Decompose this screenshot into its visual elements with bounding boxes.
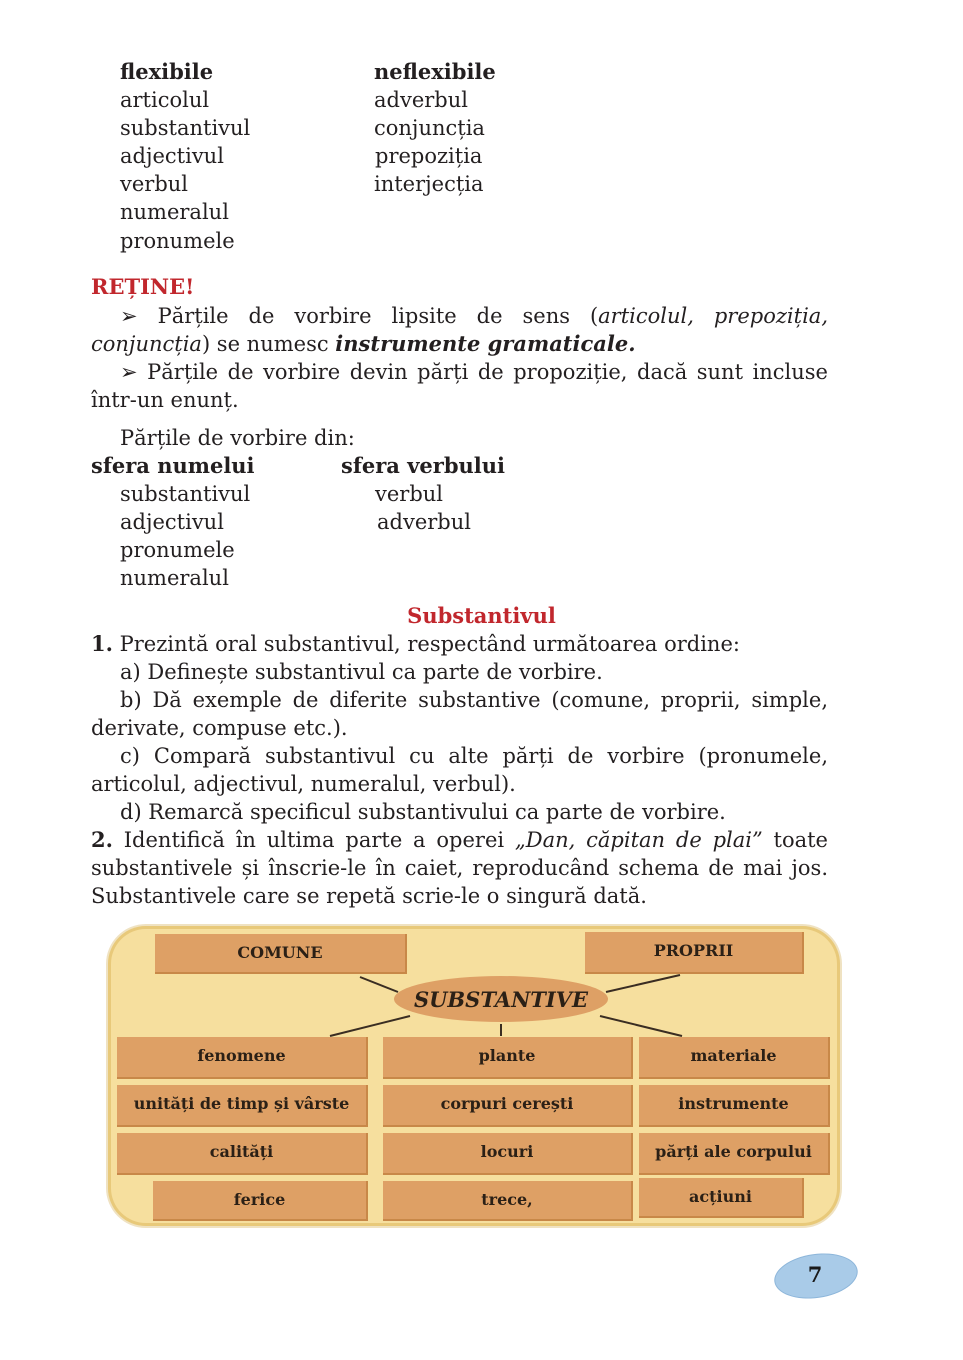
- list-item: articolul: [120, 88, 210, 112]
- exercise-1-c: c) Compară substantivul cu alte părți de vorbire (pronumele, articolul, adjectivul, numeralul, verbul).: [91, 744, 828, 796]
- category-box: locuri: [383, 1133, 633, 1175]
- bullet-icon: ➢: [120, 360, 138, 384]
- category-box: unități de timp și vârste: [117, 1085, 368, 1127]
- spheres-intro: Părțile de vorbire din:: [120, 426, 355, 450]
- list-item: verbul: [120, 172, 189, 196]
- verb-sphere-header: sfera verbului: [341, 453, 506, 478]
- page-number: 7: [807, 1262, 823, 1287]
- exercise-2: 2. Identifică în ultima parte a operei „Dan, căpitan de plai” toate substantivele și înscrie-le în caiet, reproducând schema de mai jos. Substantivele care se repetă scrie-le o singură dată.: [91, 827, 828, 908]
- proper-nouns-box: PROPRII: [585, 932, 804, 974]
- exercise-1-d: d) Remarcă specificul substantivului ca parte de vorbire.: [120, 800, 726, 824]
- list-item: prepoziția: [375, 144, 483, 168]
- common-nouns-box: COMUNE: [155, 934, 407, 974]
- category-box: calități: [117, 1133, 368, 1175]
- category-box: ferice: [153, 1181, 368, 1221]
- diagram-center: SUBSTANTIVE: [394, 976, 608, 1022]
- list-item: adjectivul: [120, 510, 224, 534]
- list-item: pronumele: [120, 538, 235, 562]
- list-item: adverbul: [374, 88, 468, 112]
- section-title: Substantivul: [407, 603, 556, 628]
- list-item: interjecția: [374, 172, 484, 196]
- flexible-header: flexibile: [120, 59, 214, 84]
- category-box: plante: [383, 1037, 633, 1079]
- list-item: adjectivul: [120, 144, 224, 168]
- category-box: corpuri cerești: [383, 1085, 633, 1127]
- bullet-icon: ➢: [120, 304, 138, 328]
- noun-sphere-header: sfera numelui: [91, 453, 255, 478]
- category-box: materiale: [639, 1037, 830, 1079]
- retine-bullet-1: ➢ Părțile de vorbire lipsite de sens (articolul, prepoziția, conjuncția) se numesc instrumente gramaticale.: [91, 304, 828, 356]
- list-item: conjuncția: [374, 116, 485, 140]
- list-item: substantivul: [120, 482, 251, 506]
- category-box: instrumente: [639, 1085, 830, 1127]
- exercise-1: 1. Prezintă oral substantivul, respectând următoarea ordine:: [91, 631, 740, 656]
- exercise-1-b: b) Dă exemple de diferite substantive (comune, proprii, simple, derivate, compuse etc.).: [91, 688, 828, 740]
- list-item: numeralul: [120, 566, 229, 590]
- list-item: adverbul: [377, 510, 471, 534]
- retine-bullet-2: ➢ Părțile de vorbire devin părți de propoziție, dacă sunt incluse într-un enunț.: [91, 360, 828, 412]
- list-item: numeralul: [120, 200, 229, 224]
- list-item: substantivul: [120, 116, 251, 140]
- category-box: părți ale corpului: [639, 1133, 830, 1175]
- category-box: trece,: [383, 1181, 633, 1221]
- list-item: pronumele: [120, 229, 235, 253]
- category-box: acțiuni: [639, 1178, 804, 1218]
- retine-title: REȚINE!: [91, 274, 195, 299]
- nonflexible-header: neflexibile: [374, 59, 496, 84]
- exercise-1-a: a) Definește substantivul ca parte de vorbire.: [120, 660, 603, 684]
- category-box: fenomene: [117, 1037, 368, 1079]
- list-item: verbul: [375, 482, 444, 506]
